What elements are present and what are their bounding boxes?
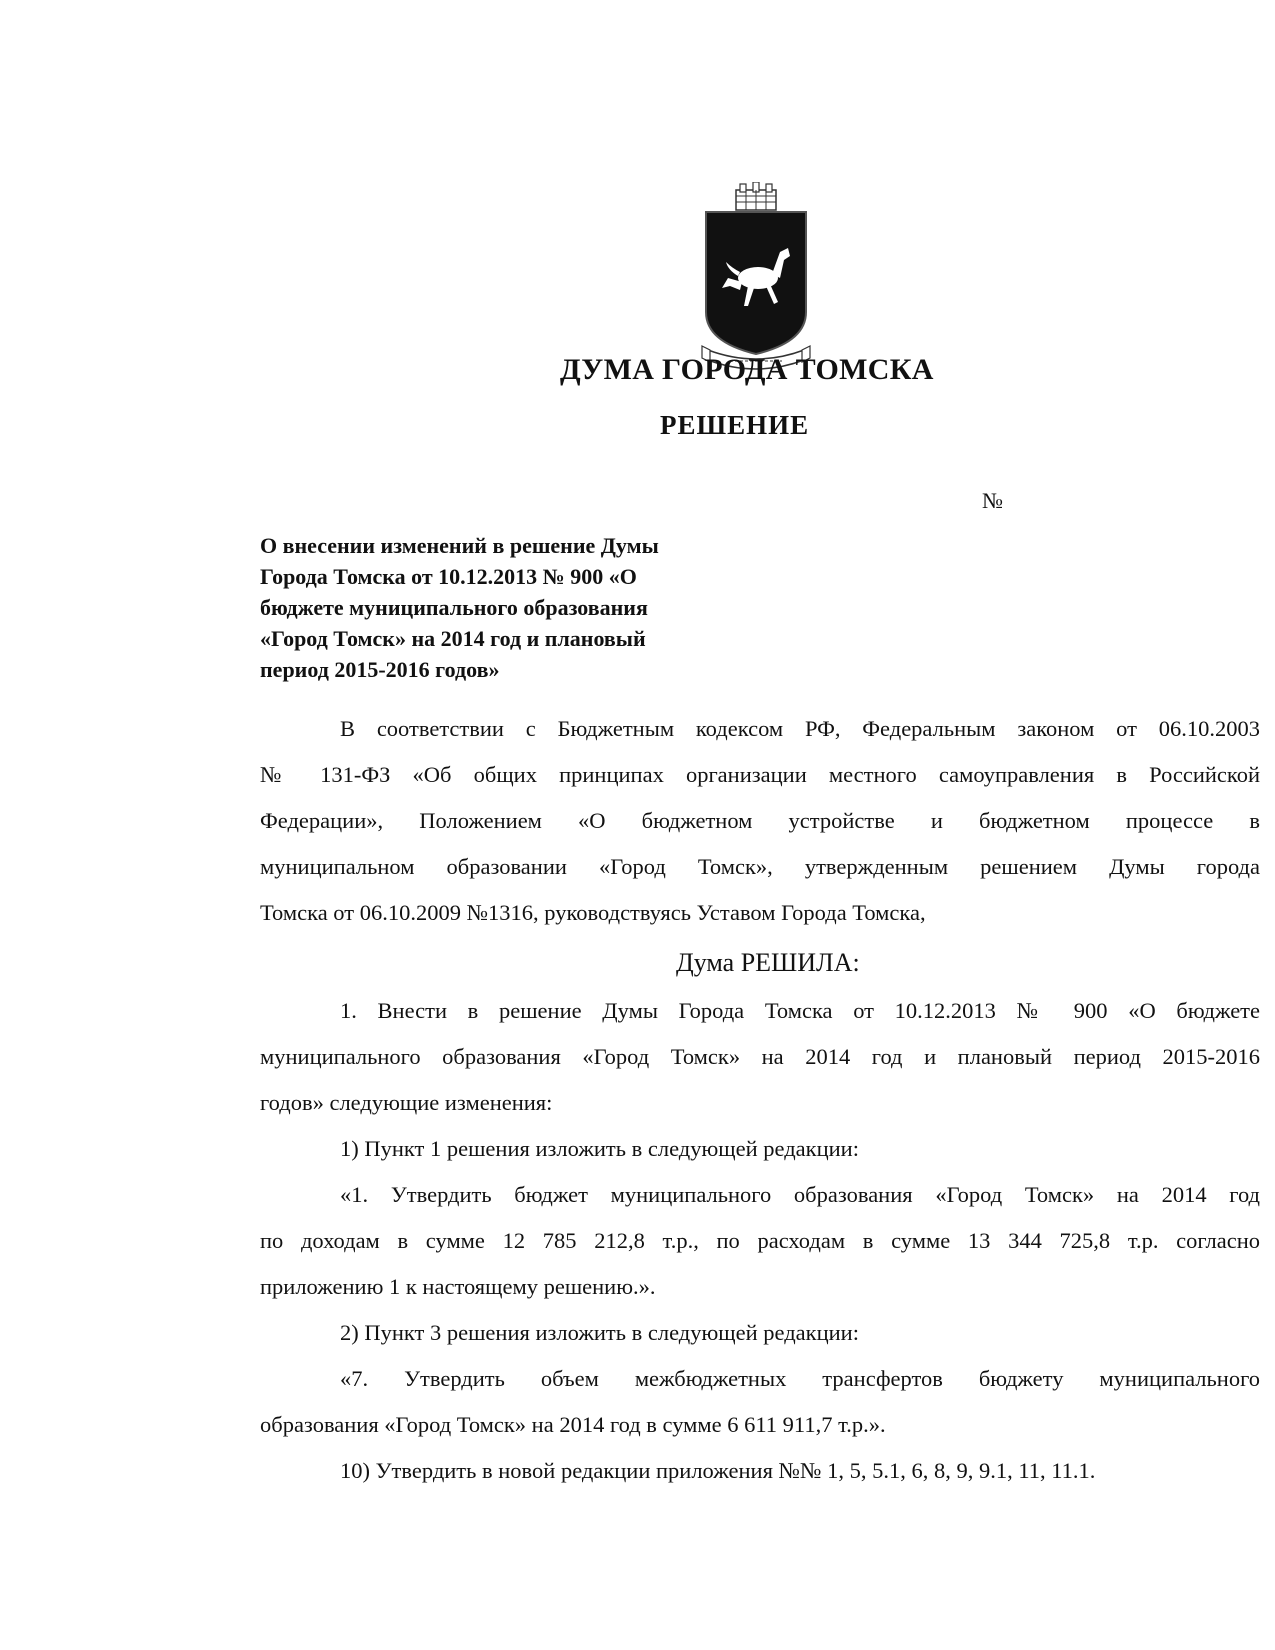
subitem-2-intro: 2) Пункт 3 решения изложить в следующей редакции: — [340, 1320, 859, 1345]
decision-body — [260, 706, 1275, 1494]
decision-subject — [260, 530, 780, 685]
subitem-10: 10) Утвердить в новой редакции приложения №№ 1, 5, 5.1, 6, 8, 9, 9.1, 11, 11.1. — [340, 1458, 1096, 1483]
preamble-line: муниципальном образовании «Город Томск», утвержденным решением Думы города — [260, 854, 1260, 879]
subject-line: период 2015-2016 годов» — [260, 657, 500, 682]
subitem-2-text: «7. Утвердить объем межбюджетных трансфертов бюджету муниципального — [340, 1366, 1260, 1391]
subject-line: «Город Томск» на 2014 год и плановый — [260, 626, 646, 651]
subitem-1-text: приложению 1 к настоящему решению.». — [260, 1274, 656, 1299]
subject-line: Города Томска от 10.12.2013 № 900 «О — [260, 564, 637, 589]
subitem-1-intro: 1) Пункт 1 решения изложить в следующей редакции: — [340, 1136, 859, 1161]
coat-of-arms-emblem — [700, 182, 812, 378]
preamble-line: В соответствии с Бюджетным кодексом РФ, Федеральным законом от 06.10.2003 — [340, 716, 1260, 741]
preamble-line: № 131-ФЗ «Об общих принципах организации местного самоуправления в Российской — [260, 762, 1260, 787]
subitem-1-text: «1. Утвердить бюджет муниципального образования «Город Томск» на 2014 год — [340, 1182, 1260, 1207]
subject-line: О внесении изменений в решение Думы — [260, 533, 659, 558]
item-1-line: муниципального образования «Город Томск» на 2014 год и плановый период 2015-2016 — [260, 1044, 1260, 1069]
subitem-1-text: по доходам в сумме 12 785 212,8 т.р., по расходам в сумме 13 344 725,8 т.р. согласно — [260, 1228, 1260, 1253]
item-1-line: 1. Внести в решение Думы Города Томска от 10.12.2013 № 900 «О бюджете — [340, 998, 1260, 1023]
crown-icon — [736, 182, 776, 210]
resolution-heading: Дума РЕШИЛА: — [676, 948, 860, 977]
preamble-line: Томска от 06.10.2009 №1316, руководствуясь Уставом Города Томска, — [260, 900, 926, 925]
item-1-line: годов» следующие изменения: — [260, 1090, 553, 1115]
document-number-sign: № — [982, 488, 1003, 513]
subject-line: бюджете муниципального образования — [260, 595, 648, 620]
organization-title: ДУМА ГОРОДА ТОМСКА — [560, 353, 934, 386]
document-type-title: РЕШЕНИЕ — [660, 410, 810, 440]
preamble-line: Федерации», Положением «О бюджетном устройстве и бюджетном процессе в — [260, 808, 1260, 833]
subitem-2-text: образования «Город Томск» на 2014 год в сумме 6 611 911,7 т.р.». — [260, 1412, 886, 1437]
